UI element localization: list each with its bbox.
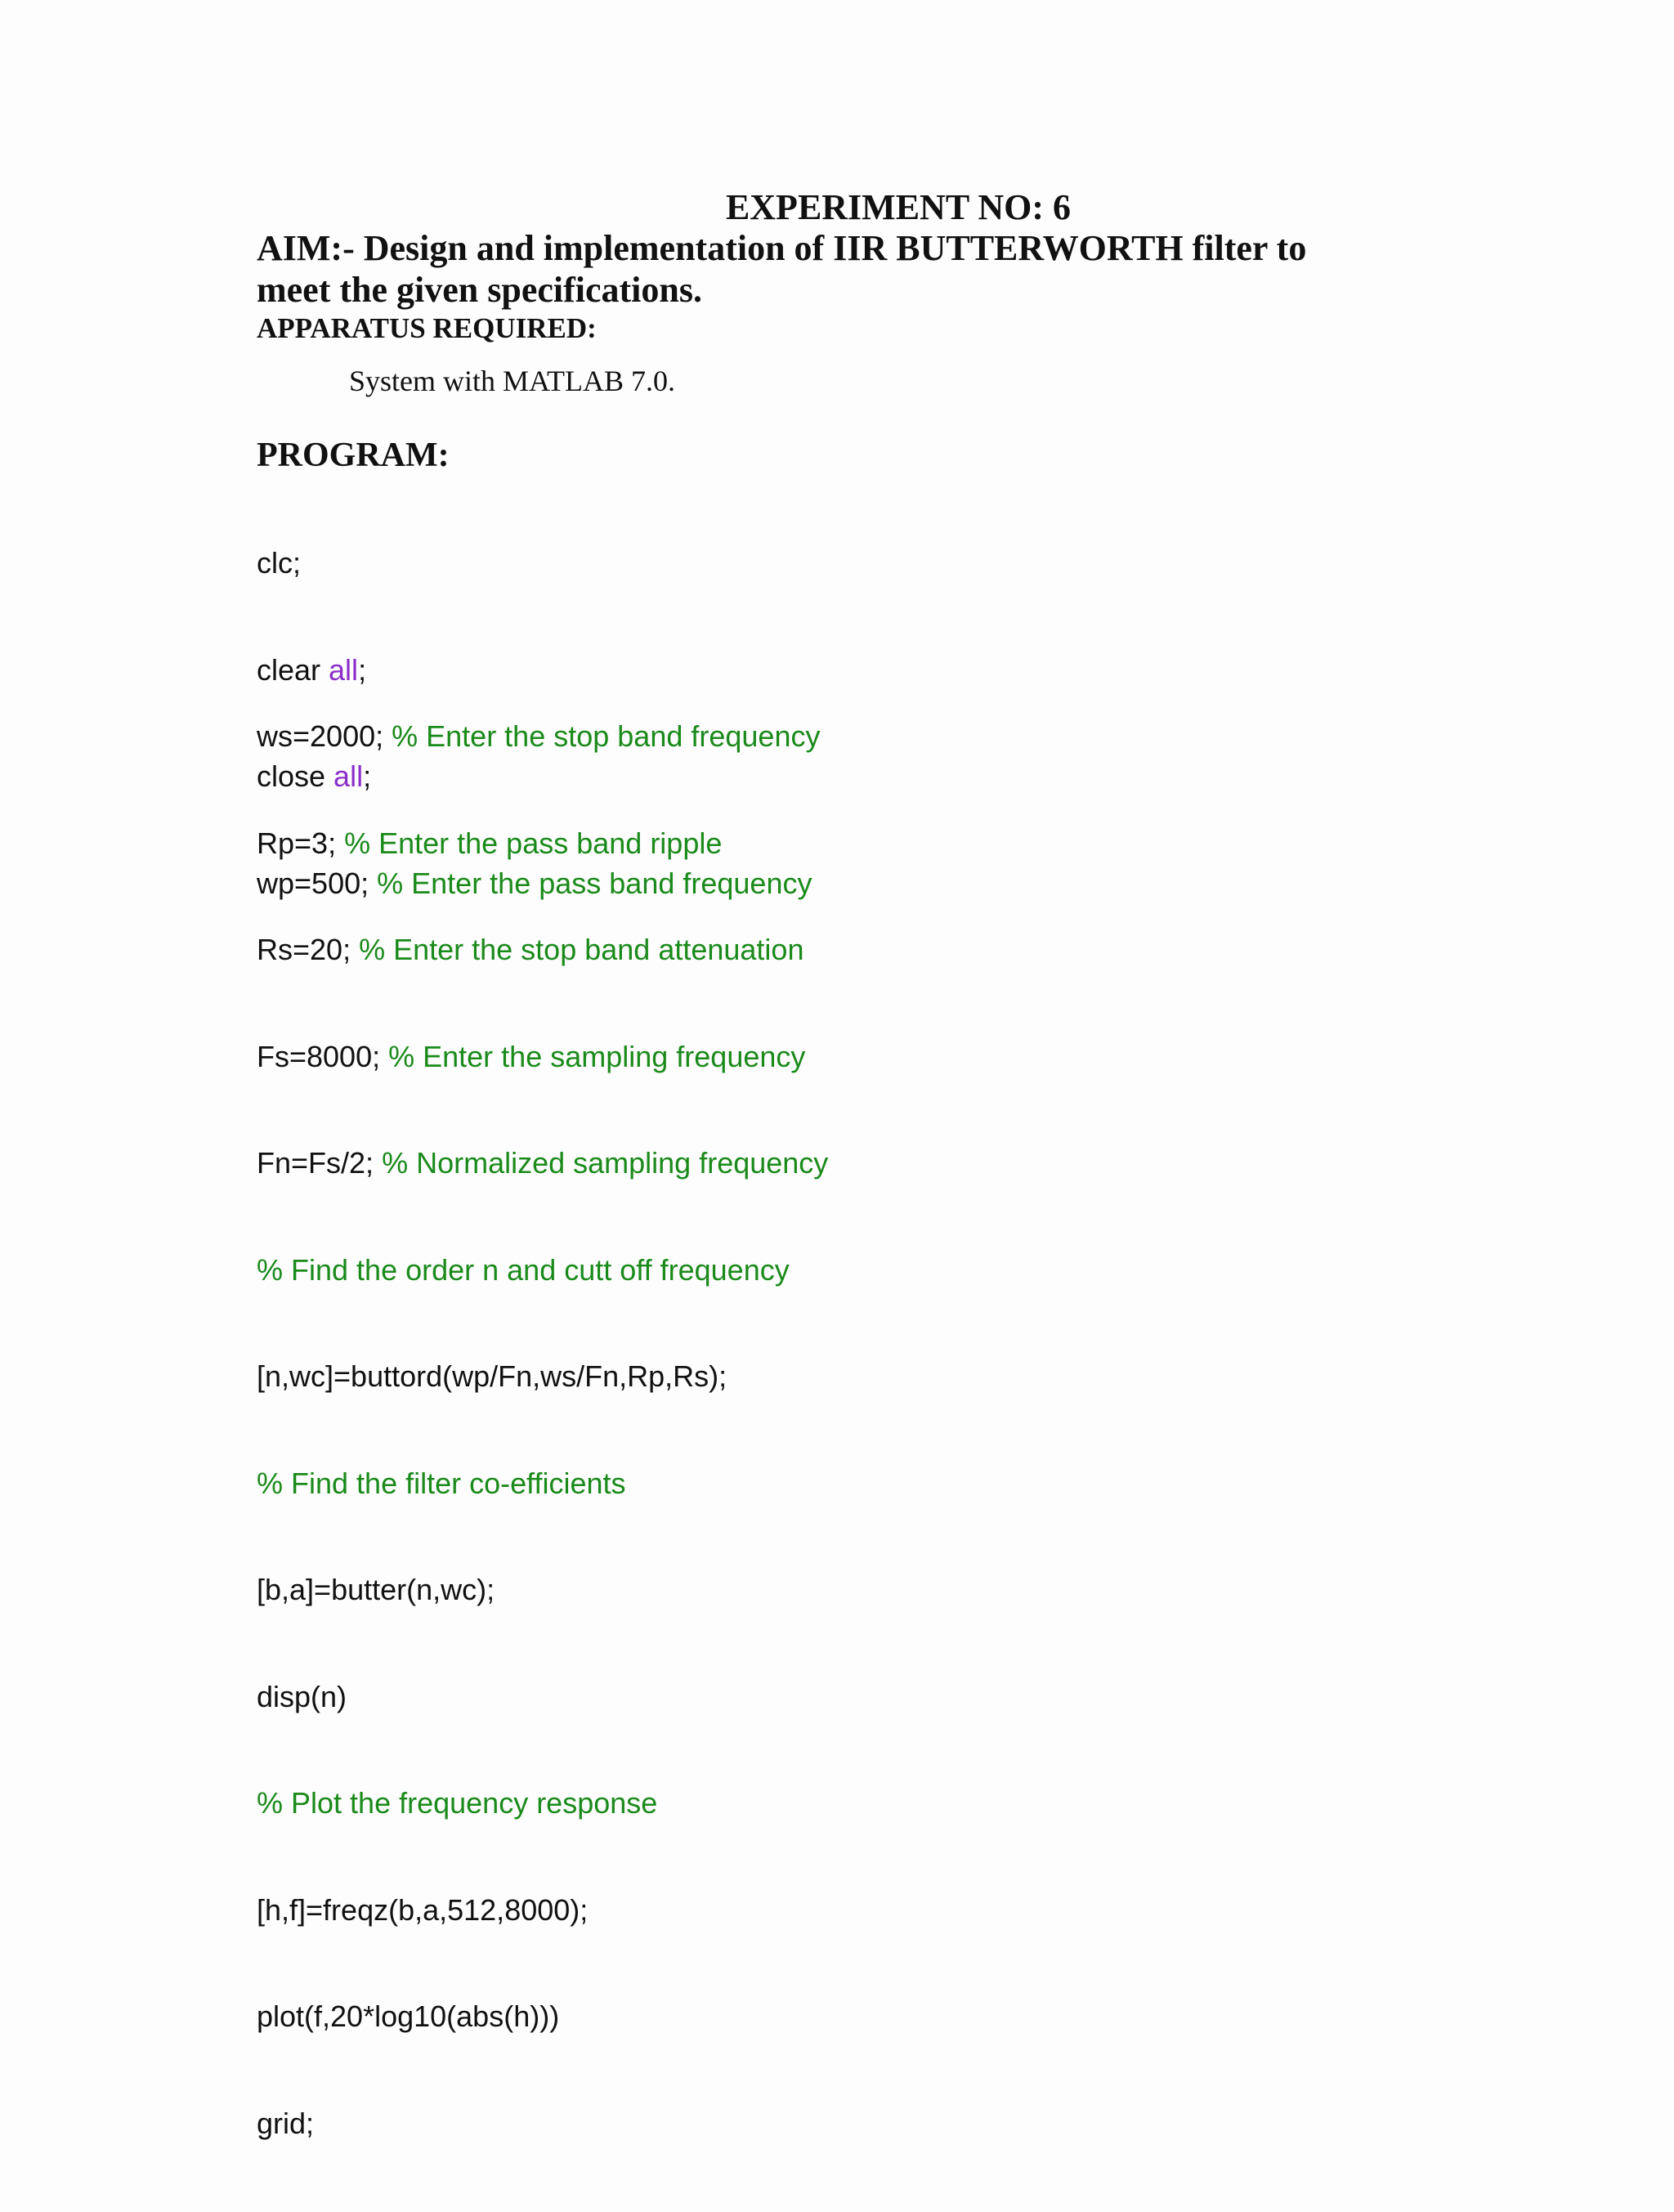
code-text: Fn=Fs/2; xyxy=(257,1146,383,1180)
code-comment: % Enter the pass band frequency xyxy=(377,866,812,900)
code-line xyxy=(257,1252,828,1288)
code-line xyxy=(257,545,812,581)
code-text: disp(n) xyxy=(257,1679,347,1713)
code-line xyxy=(257,1679,828,1715)
code-comment: % Find the filter co-efficients xyxy=(257,1466,626,1500)
code-text: grid; xyxy=(257,2106,315,2140)
code-text: Rs=20; xyxy=(257,933,360,966)
code-line xyxy=(257,1999,828,2035)
code-keyword: all xyxy=(329,652,359,687)
code-comment: % Enter the stop band attenuation xyxy=(359,933,804,966)
apparatus-text: System with MATLAB 7.0. xyxy=(349,365,676,397)
code-comment: % Enter the sampling frequency xyxy=(388,1039,806,1073)
apparatus-heading: APPARATUS REQUIRED: xyxy=(257,312,597,344)
code-text: ; xyxy=(358,652,367,687)
code-line xyxy=(257,1466,828,1502)
code-text: [n,wc]=buttord(wp/Fn,ws/Fn,Rp,Rs); xyxy=(257,1359,727,1393)
code-comment: % Plot the frequency response xyxy=(257,1786,658,1820)
code-line xyxy=(257,2106,828,2142)
code-line xyxy=(257,1892,828,1928)
aim-statement: AIM:- Design and implementation of IIR BUTTERWORTH filter to meet the given specifications. xyxy=(257,228,1307,310)
code-line xyxy=(257,1359,828,1395)
code-text: clear xyxy=(257,652,329,687)
code-line xyxy=(257,1145,828,1181)
code-text: plot(f,20*log10(abs(h))) xyxy=(257,1999,560,2033)
code-block-2 xyxy=(257,647,828,2212)
experiment-title: EXPERIMENT NO: 6 xyxy=(725,187,1072,227)
code-text: [b,a]=butter(n,wc); xyxy=(257,1573,495,1606)
code-text: ws=2000; xyxy=(257,719,392,753)
code-comment: % Normalized sampling frequency xyxy=(382,1146,829,1180)
code-line xyxy=(257,1572,828,1608)
code-text: close xyxy=(257,759,334,793)
code-line xyxy=(257,1039,828,1075)
code-comment: % Find the order n and cutt off frequency xyxy=(257,1252,790,1287)
code-text: ; xyxy=(363,759,372,793)
code-line xyxy=(257,1785,828,1821)
code-text: wp=500; xyxy=(257,866,378,900)
code-line xyxy=(257,719,828,754)
code-keyword: all xyxy=(333,759,364,793)
program-heading: PROGRAM: xyxy=(257,437,450,474)
code-line xyxy=(257,826,828,862)
code-text: Fs=8000; xyxy=(257,1039,389,1073)
code-line xyxy=(257,932,828,968)
code-text: [h,f]=freqz(b,a,512,8000); xyxy=(257,1892,589,1927)
code-text: Rp=3; xyxy=(257,826,345,860)
code-comment: % Enter the stop band frequency xyxy=(392,719,821,753)
code-text: clc; xyxy=(257,546,301,580)
code-comment: % Enter the pass band ripple xyxy=(344,826,723,860)
